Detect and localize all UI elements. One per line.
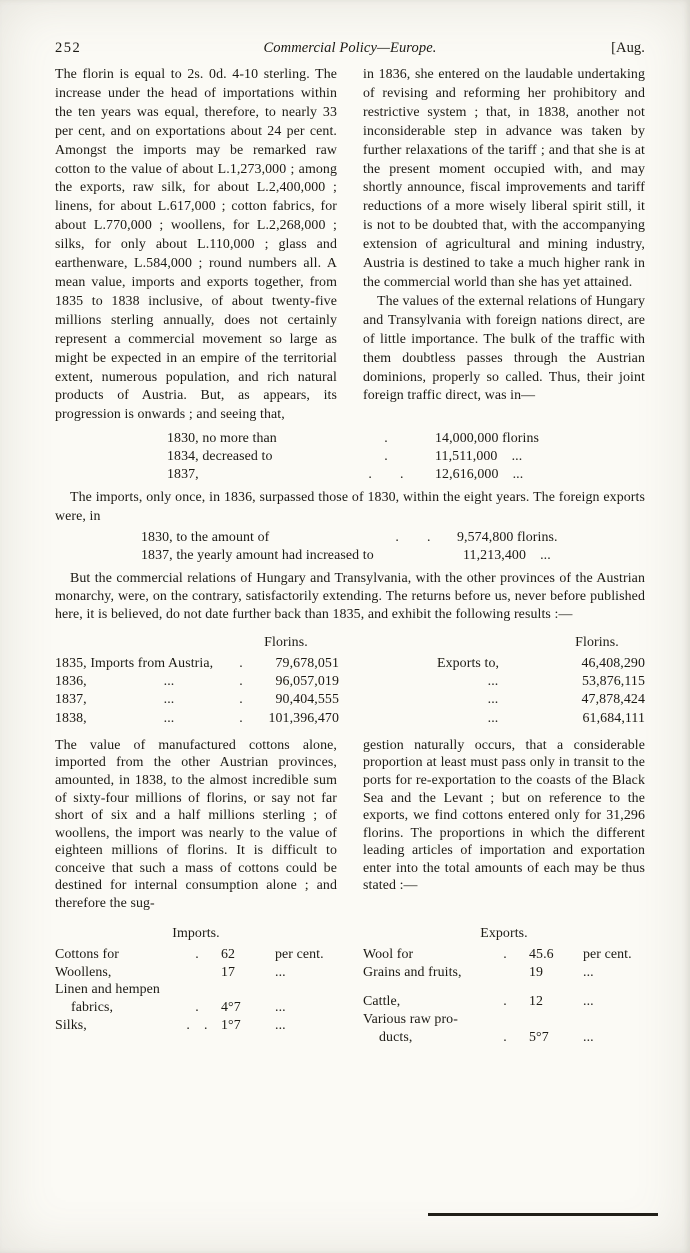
row-suffix: ... [275, 1000, 286, 1016]
leader-dots: . . [395, 529, 431, 545]
page-number: 252 [55, 40, 82, 56]
row-suffix: ... [275, 964, 286, 980]
row-label: 1837, [167, 467, 199, 483]
ditto-cell: ... [163, 710, 175, 726]
table-row-spacer [363, 981, 645, 993]
paragraph: The value of manufactured cottons alone, imported from the other Austrian provinces, amounted, in 1838, to the almost incredible sum of sixty-four millions of florins, or say not far short of six and a half millions sterling ; of woollens, the import was nearly to the value of eighteen millions of florins. It is difficult to conceive that such a mass of cottons could be destined for internal consumption alone ; and therefore the sug- [55, 737, 337, 912]
row-suffix: ... [275, 1017, 286, 1033]
column-header-florins-right: Florins. [575, 634, 619, 650]
row-value: 45.6 [529, 947, 554, 963]
leader-dot: . [239, 655, 243, 671]
table-row [363, 1029, 645, 1047]
bottom-two-columns [55, 737, 645, 913]
imports-value: 79,678,051 [275, 655, 339, 671]
top-two-columns [55, 66, 645, 425]
table-row [363, 1011, 645, 1029]
results-table [55, 634, 645, 728]
paragraph: in 1836, she entered on the laudable undertaking of revising and reforming her prohibitory and restrictive system ; that, in 1838, another not inconsiderable step in advance was taken by further relaxations of the tariff ; and that she is at the present moment occupied with, and may shortly announce, fiscal improvements and tariff reductions of a more wisely liberal spirit still, it is not to be doubted that, with the accompanying extension of agricultural and mining industry, Austria is destined to take a much higher rank in the commercial world than she has yet attained. [363, 67, 645, 290]
exports-value: 47,878,424 [581, 692, 645, 708]
row-suffix: per cent. [583, 947, 632, 963]
row-value: 62 [221, 947, 236, 963]
paragraph: gestion naturally occurs, that a considerable proportion at least must pass only in transit to the ports for re-exportation to the coasts of the Black Sea and the Levant ; but on reference to the exports, we find cottons entered only for 31,296 florins. The proportions in which the different leading articles of importation and exportation enter into the total amounts of each may be thus stated :— [363, 737, 645, 894]
table-row [363, 993, 645, 1011]
leader-dots: . . [368, 467, 404, 483]
row-label: Cottons for [55, 947, 119, 963]
percentage-tables [55, 923, 645, 1047]
bottom-horizontal-rule [428, 1213, 658, 1216]
leader-dot: . [503, 1029, 507, 1045]
paragraph: The values of the external relations of Hungary and Transylvania with foreign nations direct, are of little importance. The bulk of the traffic with them doubtless passes through the Austrian dominions, properly so called. Thus, their joint foreign traffic direct, was in— [363, 293, 645, 404]
results-table-header [55, 634, 645, 652]
table-row [55, 946, 337, 964]
results-table-row [55, 691, 645, 709]
row-label: 1830, no more than [167, 431, 277, 447]
table-row [363, 946, 645, 964]
table-row [167, 466, 645, 484]
right-column [363, 66, 645, 425]
row-value: 9,574,800 florins. [457, 529, 558, 545]
leader-dot: . . [186, 1017, 208, 1033]
results-table-row [55, 710, 645, 728]
year-cell: 1837, [55, 692, 87, 708]
row-label: ducts, [379, 1029, 413, 1045]
imports-percent-table [55, 923, 337, 1047]
exports-label: ... [487, 710, 499, 726]
imports-value: 90,404,555 [275, 692, 339, 708]
foreign-exports-lines [141, 529, 645, 565]
row-value: 5°7 [529, 1029, 549, 1045]
leader-dot [173, 981, 221, 999]
table-title: Imports. [172, 925, 220, 941]
table-row [167, 448, 645, 466]
table-row [141, 547, 645, 565]
exports-value: 61,684,111 [582, 710, 645, 726]
running-title: Commercial Policy—Europe. [263, 40, 437, 56]
imports-paragraph: The imports, only once, in 1836, surpassed those of 1830, within the eight years. The foreign exports were, in [55, 490, 645, 524]
table-row [141, 529, 645, 547]
imports-value: 96,057,019 [275, 674, 339, 690]
leader-dot: . [239, 692, 243, 708]
exports-label: Exports to, [437, 655, 500, 671]
exports-label: ... [487, 674, 499, 690]
ditto-cell [213, 655, 233, 673]
row-value: 12,616,000 ... [435, 467, 524, 483]
table-row [363, 964, 645, 982]
row-suffix [583, 1011, 645, 1029]
leader-dot: . [239, 674, 243, 690]
row-value: 11,213,400 ... [463, 547, 551, 563]
leader-dot: . [239, 710, 243, 726]
row-value: 12 [529, 994, 544, 1010]
row-label: 1834, decreased to [167, 449, 273, 465]
table-row [55, 981, 337, 999]
leader-dot: . [503, 994, 507, 1010]
page-header [55, 40, 645, 57]
leader-dot: . [503, 947, 507, 963]
exports-label: ... [487, 692, 499, 708]
row-value: 17 [221, 964, 236, 980]
row-label: Cattle, [363, 994, 401, 1010]
row-suffix [275, 981, 337, 999]
table-row [55, 999, 337, 1017]
row-label: Woollens, [55, 964, 112, 980]
table-title: Exports. [480, 925, 528, 941]
paragraph: The florin is equal to 2s. 0d. 4-10 sterling. The increase under the head of importations within the ten years was equal, therefore, to nearly 33 per cent, and on exportations about 24 per cent. Amongst the imports may be remarked raw cotton to the value of about L.1,273,000 ; among the exports, raw silk, for about L.2,400,000 ; linens, for about L.617,000 ; cotton fabrics, for about L.770,000 ; woollens, for L.2,268,000 ; silks, for only about L.110,000 ; glass and earthenware, L.584,000 ; round numbers all. A mean value, imports and exports together, from 1835 to 1838 inclusive, of about twenty-five millions sterling annually, does not certainly represent a commercial movement so large as might be expected in an empire of the territorial extent, numerous population, and rich natural products of Austria. But, as appears, its progression is onwards ; and seeing that, [55, 67, 337, 423]
row-label: Various raw pro- [363, 1012, 458, 1028]
column-header-florins-left: Florins. [264, 634, 308, 650]
row-label: fabrics, [71, 1000, 114, 1016]
leader-dot [481, 1011, 529, 1029]
row-value: 14,000,000 florins [435, 431, 540, 447]
leader-dots: . [384, 431, 388, 447]
exports-value: 53,876,115 [582, 674, 645, 690]
year-cell: 1836, [55, 674, 87, 690]
table-row [55, 964, 337, 982]
imports-value: 101,396,470 [268, 710, 339, 726]
row-label: 1830, to the amount of [141, 529, 270, 545]
relations-paragraph: But the commercial relations of Hungary and Transylvania, with the other provinces of the Austrian monarchy, were, on the contrary, satisfactorily extending. The returns before us, never before published here, it is believed, do not date further back than 1835, and exhibit the following results :— [55, 570, 645, 623]
row-suffix: per cent. [275, 947, 324, 963]
right-column [363, 737, 645, 913]
row-label: 1837, the yearly amount had increased to [141, 547, 374, 563]
year-cell: 1835, Imports from Austria, [55, 655, 214, 671]
year-cell: 1838, [55, 710, 87, 726]
traffic-table [167, 430, 645, 484]
row-value [221, 981, 275, 999]
leader-dot: . [195, 947, 199, 963]
issue-label: [Aug. [611, 40, 645, 56]
results-table-row [55, 655, 645, 673]
results-table-row [55, 673, 645, 691]
leader-dot [481, 964, 529, 982]
ditto-cell: ... [163, 674, 175, 690]
row-value: 11,511,000 ... [435, 449, 523, 465]
row-label: Silks, [55, 1017, 87, 1033]
table-row [55, 1017, 337, 1035]
row-suffix: ... [583, 994, 594, 1010]
exports-percent-table [363, 923, 645, 1047]
leader-dots: . [384, 449, 388, 465]
left-column [55, 737, 337, 913]
row-label: Wool for [363, 947, 414, 963]
row-value: 4°7 [221, 1000, 241, 1016]
exports-value: 46,408,290 [581, 655, 645, 671]
ditto-cell: ... [163, 692, 175, 708]
row-value: 1°7 [221, 1017, 241, 1033]
row-value [529, 1011, 583, 1029]
row-suffix: ... [583, 1029, 594, 1045]
row-label: Linen and hempen [55, 982, 160, 998]
leader-dot [173, 964, 221, 982]
left-column [55, 66, 337, 425]
row-label: Grains and fruits, [363, 964, 462, 980]
table-row [167, 430, 645, 448]
row-value: 19 [529, 964, 544, 980]
row-suffix: ... [583, 964, 594, 980]
leader-dot: . [195, 1000, 199, 1016]
